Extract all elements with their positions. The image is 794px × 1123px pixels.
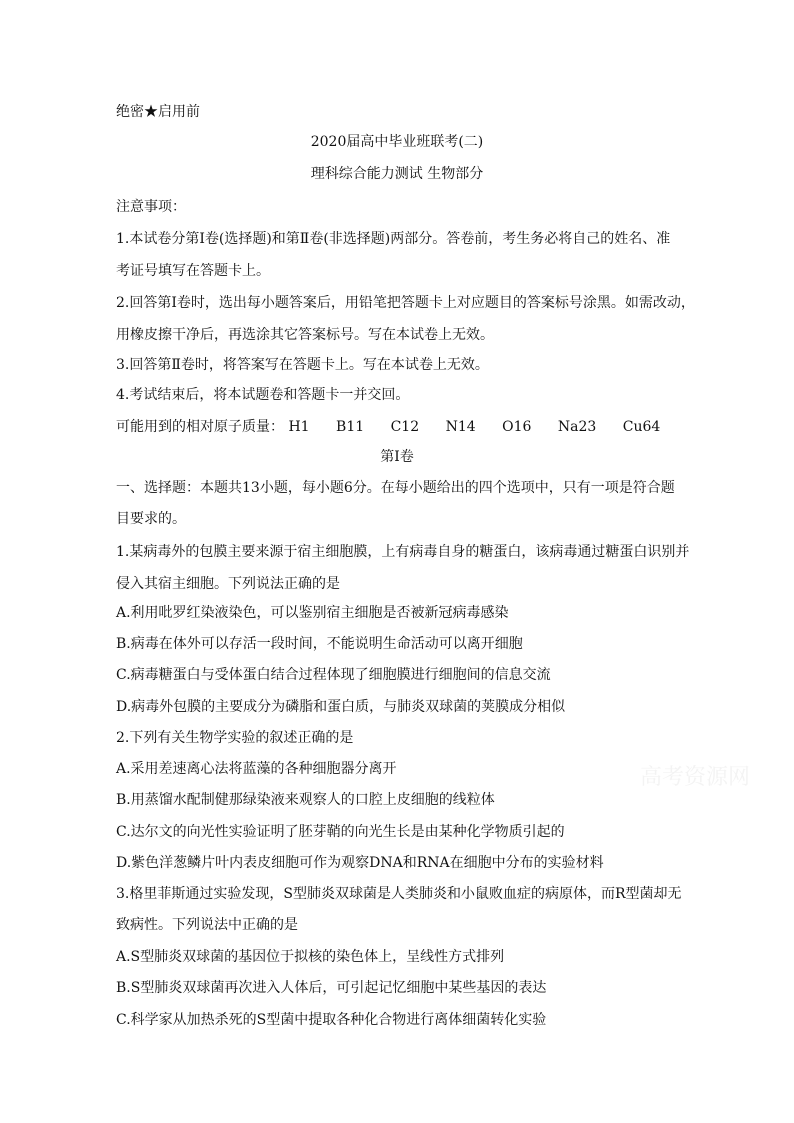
q2-option-c: C.达尔文的向光性实验证明了胚芽鞘的向光生长是由某种化学物质引起的: [116, 824, 565, 840]
section-instruction-line-2: 目要求的。: [116, 511, 186, 527]
q2-option-d: D.紫色洋葱鳞片叶内表皮细胞可作为观察DNA和RNA在细胞中分布的实验材料: [116, 855, 604, 871]
section-instruction-line-1: 一、选择题：本题共13小题，每小题6分。在每小题给出的四个选项中，只有一项是符合题: [116, 480, 675, 496]
mass-item: C12: [390, 419, 420, 435]
note-2-line-2: 用橡皮擦干净后，再选涂其它答案标号。写在本试卷上无效。: [116, 327, 494, 343]
mass-item: Na23: [557, 419, 597, 435]
q3-option-a: A.S型肺炎双球菌的基因位于拟核的染色体上，呈线性方式排列: [116, 949, 505, 965]
mass-item: N14: [445, 419, 476, 435]
atomic-masses-label: 可能用到的相对原子质量：: [116, 419, 284, 435]
q1-stem-line-1: 1.某病毒外的包膜主要来源于宿主细胞膜，上有病毒自身的糖蛋白，该病毒通过糖蛋白识别并: [116, 544, 690, 560]
q3-stem-line-2: 致病性。下列说法中正确的是: [116, 917, 298, 933]
q1-option-c: C.病毒糖蛋白与受体蛋白结合过程体现了细胞膜进行细胞间的信息交流: [116, 667, 551, 683]
atomic-masses: [116, 418, 696, 436]
subject-title: 理科综合能力测试 生物部分: [310, 166, 484, 182]
q1-option-b: B.病毒在体外可以存活一段时间，不能说明生命活动可以离开细胞: [116, 636, 523, 652]
mass-item: H1: [288, 419, 310, 435]
notes-heading: 注意事项：: [116, 199, 186, 215]
q1-option-d: D.病毒外包膜的主要成分为磷脂和蛋白质，与肺炎双球菌的荚膜成分相似: [116, 699, 566, 715]
mass-item: Cu64: [622, 419, 661, 435]
note-1-line-2: 考证号填写在答题卡上。: [116, 263, 270, 279]
q2-option-a: A.采用差速离心法将蓝藻的各种细胞器分离开: [116, 761, 397, 777]
note-4: 4.考试结束后，将本试题卷和答题卡一并交回。: [116, 387, 410, 403]
q3-option-c: C.科学家从加热杀死的S型菌中提取各种化合物进行离体细菌转化实验: [116, 1012, 547, 1028]
q2-stem: 2.下列有关生物学实验的叙述正确的是: [116, 730, 354, 746]
part-1-title: 第Ⅰ卷: [380, 449, 414, 465]
exam-title: 2020届高中毕业班联考(二): [310, 134, 484, 150]
secret-label: 绝密★启用前: [116, 104, 200, 120]
note-2-line-1: 2.回答第Ⅰ卷时，选出每小题答案后，用铅笔把答题卡上对应题目的答案标号涂黑。如需改动，: [116, 295, 695, 311]
note-3: 3.回答第Ⅱ卷时，将答案写在答题卡上。写在本试卷上无效。: [116, 357, 489, 373]
watermark: 高考资源网: [640, 765, 751, 790]
q1-stem-line-2: 侵入其宿主细胞。下列说法正确的是: [116, 576, 340, 592]
mass-item: B11: [336, 419, 365, 435]
q3-stem-line-1: 3.格里菲斯通过实验发现，S型肺炎双球菌是人类肺炎和小鼠败血症的病原体，而R型菌却无: [116, 886, 682, 902]
q2-option-b: B.用蒸馏水配制健那绿染液来观察人的口腔上皮细胞的线粒体: [116, 792, 495, 808]
note-1-line-1: 1.本试卷分第Ⅰ卷(选择题)和第Ⅱ卷(非选择题)两部分。答卷前，考生务必将自己的姓名、准: [116, 231, 671, 247]
mass-item: O16: [502, 419, 532, 435]
q1-option-a: A.利用吡罗红染液染色，可以鉴别宿主细胞是否被新冠病毒感染: [116, 605, 509, 621]
q3-option-b: B.S型肺炎双球菌再次进入人体后，可引起记忆细胞中某些基因的表达: [116, 980, 547, 996]
